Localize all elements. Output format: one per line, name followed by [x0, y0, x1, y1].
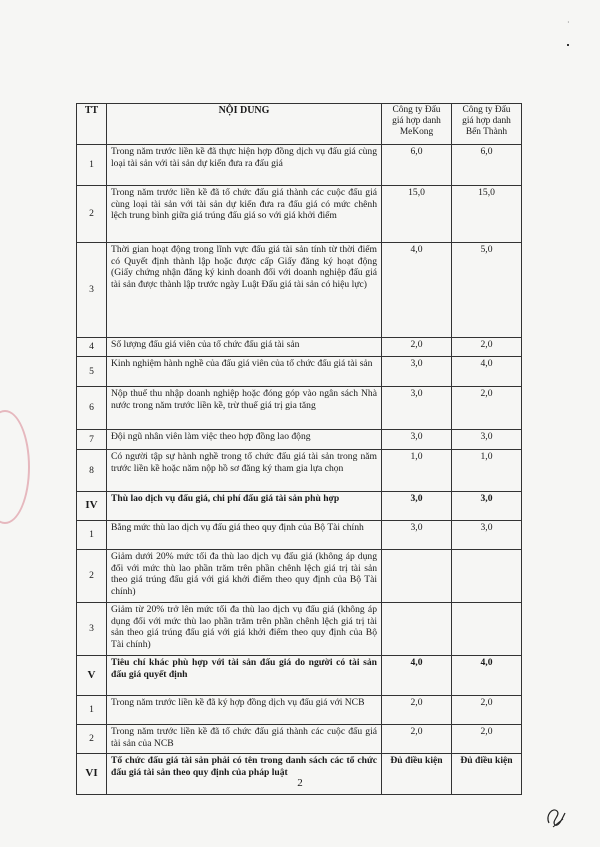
row-score-mekong: 3,0 — [382, 430, 452, 450]
table-row — [77, 387, 522, 430]
row-score-mekong: 2,0 — [382, 725, 452, 754]
header-tt: TT — [77, 104, 107, 145]
header-content: NỘI DUNG — [107, 104, 382, 145]
row-number: 2 — [77, 186, 107, 243]
table-row — [77, 725, 522, 754]
row-score-mekong — [382, 603, 452, 656]
table-row — [77, 550, 522, 603]
table-section-row — [77, 492, 522, 521]
row-content: Nộp thuế thu nhập doanh nghiệp hoặc đóng góp vào ngân sách Nhà nước trong năm trước liền kề, trừ thuế giá trị gia tăng — [107, 387, 382, 430]
table-row — [77, 243, 522, 338]
row-number: 5 — [77, 357, 107, 387]
row-score-ben-thanh: 5,0 — [452, 243, 522, 338]
row-score-mekong: 4,0 — [382, 656, 452, 696]
row-content: Trong năm trước liền kề đã tổ chức đấu giá thành các cuộc đấu giá tài sản của NCB — [107, 725, 382, 754]
row-score-ben-thanh: 4,0 — [452, 357, 522, 387]
row-score-mekong — [382, 550, 452, 603]
table-row — [77, 338, 522, 357]
row-content: Thù lao dịch vụ đấu giá, chi phí đấu giá tài sản phù hợp — [107, 492, 382, 521]
row-score-mekong: 2,0 — [382, 696, 452, 725]
red-seal-edge — [0, 410, 30, 524]
row-content: Tiêu chí khác phù hợp với tài sản đấu giá do người có tài sản đấu giá quyết định — [107, 656, 382, 696]
row-score-ben-thanh — [452, 603, 522, 656]
row-number: 4 — [77, 338, 107, 357]
row-number: V — [77, 656, 107, 696]
row-content: Kinh nghiệm hành nghề của đấu giá viên của tổ chức đấu giá tài sản — [107, 357, 382, 387]
row-score-ben-thanh: 2,0 — [452, 725, 522, 754]
row-content: Tổ chức đấu giá tài sản phải có tên trong danh sách các tổ chức đấu giá tài sản theo quy định của pháp luật — [107, 754, 382, 795]
row-content: Trong năm trước liền kề đã ký hợp đồng dịch vụ đấu giá với NCB — [107, 696, 382, 725]
header-company-ben-thanh: Công ty Đấu giá hợp danh Bến Thành — [452, 104, 522, 145]
row-number: 8 — [77, 450, 107, 492]
table-row — [77, 450, 522, 492]
row-score-ben-thanh: 2,0 — [452, 338, 522, 357]
row-content: Giảm từ 20% trở lên mức tối đa thù lao dịch vụ đấu giá (không áp dụng đối với mức thù lao phần trăm trên phần chênh lệch giá trị tài sản theo giá trúng đấu giá với giá khởi điểm theo quy định của Bộ Tài chính) — [107, 603, 382, 656]
row-number: IV — [77, 492, 107, 521]
row-content: Trong năm trước liền kề đã tổ chức đấu giá thành các cuộc đấu giá cùng loại tài sản với tài sản dự kiến đưa ra đấu giá có mức chênh lệch trung bình giữa giá trúng đấu giá so với giá khởi điểm — [107, 186, 382, 243]
row-score-mekong: 3,0 — [382, 357, 452, 387]
row-number: 3 — [77, 603, 107, 656]
row-score-ben-thanh: 6,0 — [452, 145, 522, 186]
margin-dot — [567, 44, 569, 46]
row-score-mekong: 3,0 — [382, 521, 452, 550]
row-content: Đội ngũ nhân viên làm việc theo hợp đồng lao động — [107, 430, 382, 450]
row-score-ben-thanh: 2,0 — [452, 696, 522, 725]
table-row — [77, 696, 522, 725]
row-score-mekong: 6,0 — [382, 145, 452, 186]
row-score-ben-thanh: 3,0 — [452, 492, 522, 521]
row-score-mekong: 15,0 — [382, 186, 452, 243]
row-score-ben-thanh: 1,0 — [452, 450, 522, 492]
row-score-ben-thanh: 15,0 — [452, 186, 522, 243]
page-number: 2 — [297, 777, 303, 789]
table-header-row — [77, 104, 522, 145]
row-score-ben-thanh: Đủ điều kiện — [452, 754, 522, 795]
row-score-mekong: Đủ điều kiện — [382, 754, 452, 795]
header-company-mekong: Công ty Đấu giá hợp danh MeKong — [382, 104, 452, 145]
row-score-ben-thanh: 2,0 — [452, 387, 522, 430]
row-score-ben-thanh: 3,0 — [452, 430, 522, 450]
row-score-mekong: 3,0 — [382, 387, 452, 430]
row-score-ben-thanh — [452, 550, 522, 603]
row-number: 2 — [77, 550, 107, 603]
table-section-row — [77, 656, 522, 696]
row-score-mekong: 2,0 — [382, 338, 452, 357]
margin-mark: · — [567, 18, 570, 27]
table-row — [77, 603, 522, 656]
row-content: Bằng mức thù lao dịch vụ đấu giá theo quy định của Bộ Tài chính — [107, 521, 382, 550]
row-content: Trong năm trước liền kề đã thực hiện hợp đồng dịch vụ đấu giá cùng loại tài sản với tài sản dự kiến đưa ra đấu giá — [107, 145, 382, 186]
row-number: 1 — [77, 696, 107, 725]
row-number: 7 — [77, 430, 107, 450]
table-row — [77, 357, 522, 387]
row-content: Thời gian hoạt động trong lĩnh vực đấu giá tài sản tính từ thời điểm có Quyết định thành lập hoặc được cấp Giấy đăng ký hoạt động (Giấy chứng nhận đăng ký kinh doanh đối với doanh nghiệp đấu giá tài sản được thành lập trước ngày Luật Đấu giá tài sản có hiệu lực) — [107, 243, 382, 338]
criteria-score-table — [76, 103, 522, 795]
row-number: 2 — [77, 725, 107, 754]
row-score-mekong: 1,0 — [382, 450, 452, 492]
row-score-ben-thanh: 3,0 — [452, 521, 522, 550]
table-row — [77, 430, 522, 450]
row-score-ben-thanh: 4,0 — [452, 656, 522, 696]
row-number: VI — [77, 754, 107, 795]
row-number: 6 — [77, 387, 107, 430]
row-number: 1 — [77, 521, 107, 550]
signature-icon — [543, 803, 569, 829]
row-score-mekong: 4,0 — [382, 243, 452, 338]
row-content: Giảm dưới 20% mức tối đa thù lao dịch vụ đấu giá (không áp dụng đối với mức thù lao phần trăm trên phần chênh lệch giá trị tài sản theo giá trúng đấu giá với giá khởi điểm theo quy định của Bộ Tài chính) — [107, 550, 382, 603]
row-content: Có người tập sự hành nghề trong tổ chức đấu giá tài sản trong năm trước liền kề hoặc năm nộp hồ sơ đăng ký tham gia lựa chọn — [107, 450, 382, 492]
row-score-mekong: 3,0 — [382, 492, 452, 521]
row-number: 1 — [77, 145, 107, 186]
row-content: Số lượng đấu giá viên của tổ chức đấu giá tài sản — [107, 338, 382, 357]
table-row — [77, 186, 522, 243]
table-row — [77, 521, 522, 550]
table-row — [77, 145, 522, 186]
row-number: 3 — [77, 243, 107, 338]
